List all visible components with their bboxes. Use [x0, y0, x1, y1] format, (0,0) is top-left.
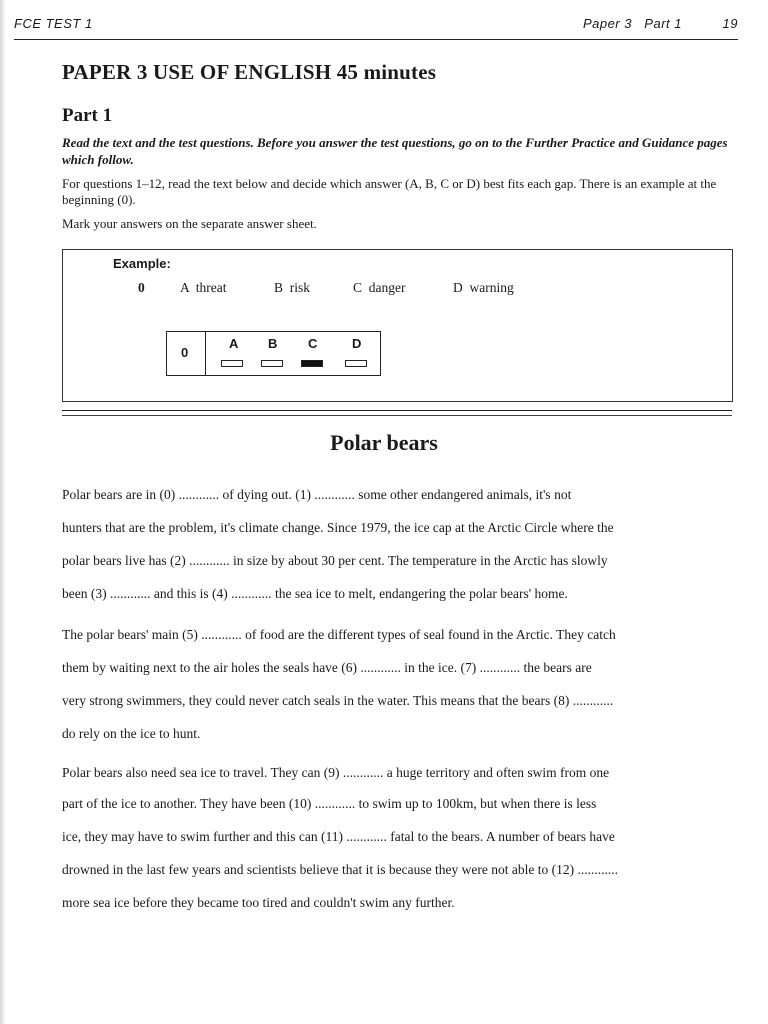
header-rule — [14, 39, 738, 40]
example-option-a: A threat — [180, 280, 227, 295]
text-line: hunters that are the problem, it's climate change. Since 1979, the ice cap at the Arctic Circle where the — [62, 520, 614, 535]
text-line: Polar bears are in (0) ............ of dying out. (1) ............ some other endangered animals, it's not — [62, 487, 572, 502]
example-option-d: D warning — [453, 280, 514, 295]
mark-info: Mark your answers on the separate answer sheet. — [62, 216, 317, 231]
example-label: Example: — [113, 256, 171, 271]
example-option-b: B risk — [274, 280, 311, 295]
text-line: drowned in the last few years and scientists believe that it is because they were not able to (12) ............ — [62, 862, 618, 877]
text-line: ice, they may have to swim further and this can (11) ............ fatal to the bears. A number of bears have — [62, 829, 615, 844]
questions-info: For questions 1–12, read the text below and decide which answer (A, B, C or D) best fits each gap. There is an example at the beginning (0). — [62, 176, 717, 207]
grid-number-cell — [167, 332, 206, 375]
text-line: The polar bears' main (5) ............ of food are the different types of seal found in the Arctic. They catch — [62, 627, 616, 642]
answer-box-b — [261, 360, 283, 367]
grid-letter-c: C — [308, 336, 318, 351]
separator-rule — [62, 410, 732, 411]
answer-box-a — [221, 360, 243, 367]
text-line: do rely on the ice to hunt. — [62, 726, 201, 741]
text-line: polar bears live has (2) ............ in size by about 30 per cent. The temperature in the Arctic has slowly — [62, 553, 608, 568]
text-line: very strong swimmers, they could never catch seals in the water. This means that the bears (8) ............ — [62, 693, 614, 708]
answer-box-d — [345, 360, 367, 367]
example-number: 0 — [138, 280, 145, 295]
text-line: part of the ice to another. They have been (10) ............ to swim up to 100km, but when there is less — [62, 796, 597, 811]
text-line: more sea ice before they became too tired and couldn't swim any further. — [62, 895, 455, 910]
answer-box-c — [301, 360, 323, 367]
grid-letter-b: B — [268, 336, 278, 351]
text-line: been (3) ............ and this is (4) ............ the sea ice to melt, endangering the polar bears' home. — [62, 586, 568, 601]
grid-letter-d: D — [352, 336, 362, 351]
running-header — [14, 14, 738, 36]
text-title: Polar bears — [330, 430, 438, 455]
grid-number: 0 — [181, 345, 189, 360]
book-title: FCE TEST 1 — [14, 16, 93, 31]
example-answer-grid — [166, 331, 381, 376]
separator-rule-thin — [62, 415, 732, 416]
section-label: Paper 3 Part 1 — [582, 16, 682, 31]
text-line: Polar bears also need sea ice to travel. They can (9) ............ a huge territory and often swim from one — [62, 765, 610, 780]
page-number: 19 — [722, 16, 738, 31]
grid-letter-a: A — [229, 336, 239, 351]
paper-title: PAPER 3 USE OF ENGLISH 45 minutes — [62, 60, 437, 84]
example-box — [62, 249, 733, 402]
page-edge-shadow — [0, 0, 6, 1024]
text-line: them by waiting next to the air holes the seals have (6) ............ in the ice. (7) ............ the bears are — [62, 660, 592, 675]
instructions: Read the text and the test questions. Before you answer the test questions, go on to the Further Practice and Guidance pages which follow. — [62, 135, 728, 167]
part-title: Part 1 — [62, 105, 113, 126]
example-option-c: C danger — [353, 280, 406, 295]
